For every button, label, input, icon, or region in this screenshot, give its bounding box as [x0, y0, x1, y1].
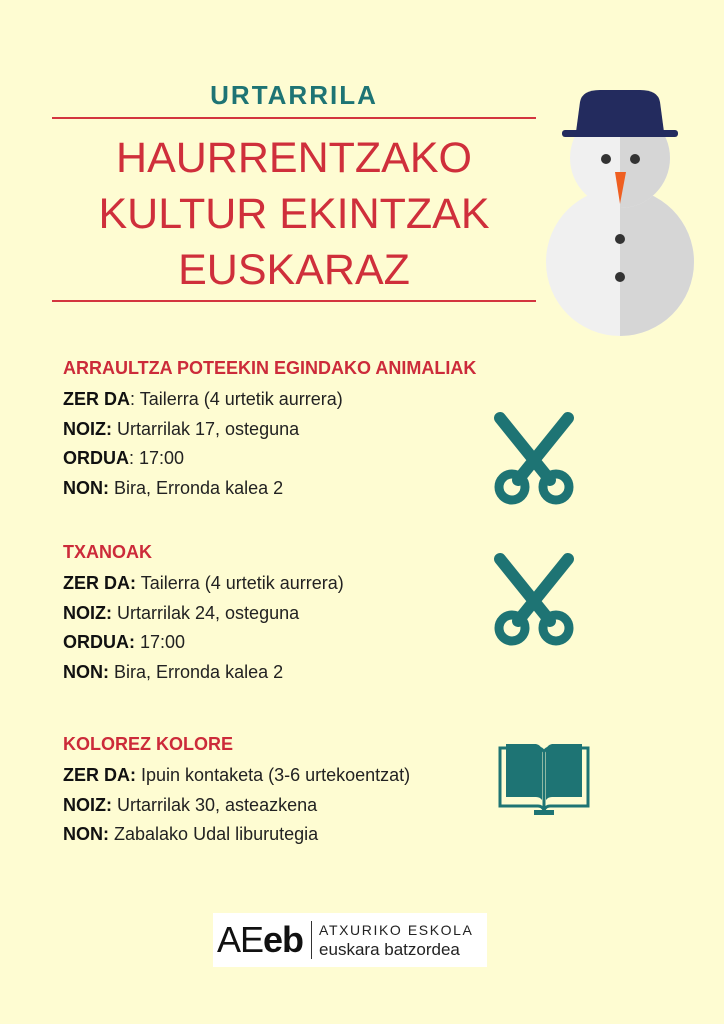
row-label: ORDUA	[63, 448, 129, 468]
event-2	[63, 542, 483, 687]
row-value: 17:00	[140, 632, 186, 652]
title-line-3: EUSKARAZ	[178, 246, 410, 294]
event-title: KOLOREZ KOLORE	[63, 734, 233, 754]
row-label: NOIZ:	[63, 794, 112, 815]
logo-mark	[217, 919, 303, 961]
row-value: Urtarrilak 30, asteazkena	[117, 794, 318, 815]
row-value: Tailerra (4 urtetik aurrera)	[139, 389, 343, 409]
row-label: NON:	[63, 824, 109, 844]
event-row	[63, 820, 483, 850]
row-value: Tailerra (4 urtetik aurrera)	[140, 573, 344, 593]
main-title	[52, 130, 536, 298]
row-label: NON:	[63, 477, 109, 498]
row-value: 17:00	[139, 448, 185, 468]
row-value: Zabalako Udal liburutegia	[114, 824, 319, 844]
title-line-2: KULTUR EKINTZAK	[98, 190, 490, 238]
row-label: ZER DA:	[63, 765, 136, 785]
logo-line-1: ATXURIKO ESKOLA	[319, 922, 474, 938]
event-row	[63, 415, 483, 445]
event-1	[63, 358, 483, 503]
event-row	[63, 599, 483, 629]
event-3	[63, 734, 483, 850]
event-row	[63, 474, 483, 504]
row-value: Bira, Erronda kalea 2	[114, 477, 284, 498]
scissors-icon	[488, 410, 580, 506]
open-book-icon	[498, 742, 590, 818]
event-row	[63, 761, 483, 791]
row-label: ORDUA:	[63, 632, 135, 652]
top-rule	[52, 117, 536, 119]
event-row	[63, 628, 483, 658]
school-logo	[213, 913, 487, 967]
event-row: ORDUA: 17:00	[63, 448, 185, 468]
row-value: Ipuin kontaketa (3-6 urtekoentzat)	[141, 765, 411, 785]
title-line-1: HAURRENTZAKO	[116, 134, 472, 182]
row-value: Urtarrilak 24, osteguna	[117, 602, 300, 623]
row-label: NON:	[63, 661, 109, 682]
event-row	[63, 658, 483, 688]
row-label: ZER DA:	[63, 573, 136, 593]
row-label: NOIZ:	[63, 602, 112, 623]
snowman-icon	[540, 86, 700, 338]
event-title: ARRAULTZA POTEEKIN EGINDAKO ANIMALIAK	[63, 358, 477, 378]
logo-mark-eb: eb	[263, 919, 304, 960]
month-heading: URTARRILA	[210, 80, 378, 110]
logo-line-2: euskara batzordea	[319, 940, 460, 959]
event-row	[63, 791, 483, 821]
row-value: Bira, Erronda kalea 2	[114, 661, 284, 682]
logo-divider	[311, 921, 312, 959]
bottom-rule	[52, 300, 536, 302]
event-title: TXANOAK	[63, 542, 152, 562]
scissors-icon	[488, 551, 580, 647]
row-value: Urtarrilak 17, osteguna	[117, 418, 300, 439]
row-label: NOIZ:	[63, 418, 112, 439]
logo-mark-ae: AE	[217, 919, 264, 960]
row-label: ZER DA	[63, 389, 130, 409]
event-row: ZER DA: Tailerra (4 urtetik aurrera)	[63, 389, 343, 409]
event-row	[63, 569, 483, 599]
